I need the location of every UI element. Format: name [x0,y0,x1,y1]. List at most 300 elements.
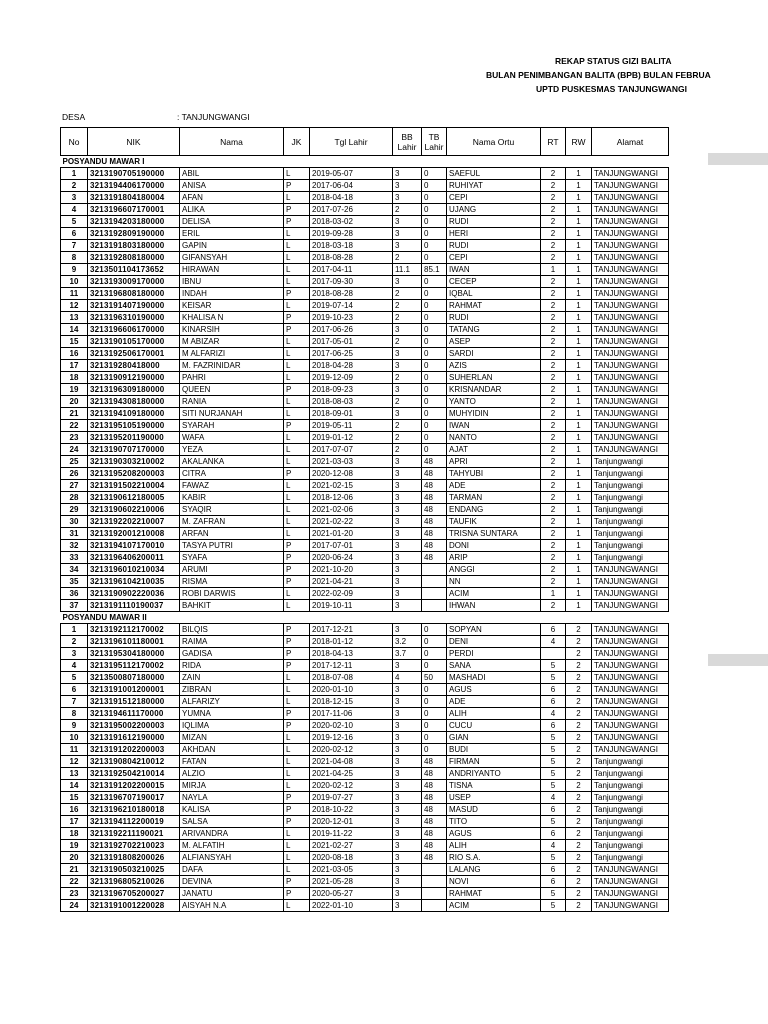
row-nama: ARIVANDRA [180,828,284,840]
row-nama: DEVINA [180,876,284,888]
row-jk: L [284,276,310,288]
row-nik: 3213194406170000 [88,180,180,192]
row-rt: 1 [541,264,566,276]
row-tb-lahir: 48 [422,528,447,540]
row-no: 15 [61,336,88,348]
table-row [61,168,669,180]
row-no: 11 [61,288,88,300]
row-alamat: TANJUNGWANGI [592,696,669,708]
row-rw: 1 [566,228,592,240]
row-tgl-lahir: 2017-09-30 [310,276,393,288]
row-rw: 2 [566,660,592,672]
row-bb-lahir: 3 [393,516,422,528]
row-nik: 3213195112170002 [88,660,180,672]
row-jk: P [284,552,310,564]
row-alamat: TANJUNGWANGI [592,228,669,240]
row-jk: L [284,192,310,204]
row-bb-lahir: 3 [393,384,422,396]
row-nama-ortu: MASHADI [447,672,541,684]
row-jk: L [284,744,310,756]
row-tb-lahir: 50 [422,672,447,684]
row-tgl-lahir: 2019-01-12 [310,432,393,444]
row-alamat: TANJUNGWANGI [592,288,669,300]
row-rt: 5 [541,816,566,828]
row-nama: QUEEN [180,384,284,396]
row-bb-lahir: 11.1 [393,264,422,276]
row-tb-lahir: 48 [422,552,447,564]
row-rt: 6 [541,624,566,636]
table-row [61,600,669,612]
row-alamat: Tanjungwangi [592,768,669,780]
table-row [61,744,669,756]
row-bb-lahir: 3 [393,480,422,492]
row-nik: 3213194203180000 [88,216,180,228]
table-row [61,804,669,816]
row-nama-ortu: ENDANG [447,504,541,516]
row-bb-lahir: 3 [393,864,422,876]
row-tgl-lahir: 2020-02-12 [310,744,393,756]
row-no: 27 [61,480,88,492]
row-rt: 6 [541,696,566,708]
row-no: 1 [61,624,88,636]
row-nama-ortu: APRI [447,456,541,468]
row-nama-ortu: NANTO [447,432,541,444]
row-alamat: TANJUNGWANGI [592,324,669,336]
row-bb-lahir: 3 [393,576,422,588]
row-no: 8 [61,708,88,720]
table-row [61,336,669,348]
row-rt: 2 [541,528,566,540]
row-nama: AISYAH N.A [180,900,284,912]
row-tgl-lahir: 2017-05-01 [310,336,393,348]
row-bb-lahir: 3 [393,732,422,744]
row-rw: 1 [566,300,592,312]
row-alamat: Tanjungwangi [592,552,669,564]
row-bb-lahir: 3 [393,900,422,912]
row-bb-lahir: 3 [393,348,422,360]
row-tgl-lahir: 2022-01-10 [310,900,393,912]
row-rt: 2 [541,456,566,468]
row-tb-lahir: 85.1 [422,264,447,276]
row-jk: P [284,204,310,216]
row-tb-lahir [422,876,447,888]
table-row [61,780,669,792]
row-nama: FAWAZ [180,480,284,492]
row-alamat: TANJUNGWANGI [592,276,669,288]
row-no: 2 [61,636,88,648]
row-bb-lahir: 3 [393,780,422,792]
row-nama: WAFA [180,432,284,444]
row-tgl-lahir: 2021-02-22 [310,516,393,528]
row-alamat: TANJUNGWANGI [592,660,669,672]
row-alamat: TANJUNGWANGI [592,744,669,756]
row-nik: 3213190503210025 [88,864,180,876]
row-nik: 3213194611170000 [88,708,180,720]
table-header-row [61,128,669,156]
row-nama-ortu: BUDI [447,744,541,756]
row-jk: P [284,216,310,228]
table-row [61,300,669,312]
row-alamat: TANJUNGWANGI [592,720,669,732]
row-nik: 3213191110190037 [88,600,180,612]
row-nama: ALIKA [180,204,284,216]
row-tgl-lahir: 2018-09-01 [310,408,393,420]
row-nama: IBNU [180,276,284,288]
row-rt: 2 [541,384,566,396]
row-nama: TASYA PUTRI [180,540,284,552]
row-nama-ortu: IQBAL [447,288,541,300]
row-nama-ortu: DONI [447,540,541,552]
row-bb-lahir: 3 [393,696,422,708]
row-tgl-lahir: 2021-02-27 [310,840,393,852]
row-nama-ortu: RUHIYAT [447,180,541,192]
row-nama: ARFAN [180,528,284,540]
row-rt: 5 [541,852,566,864]
table-row [61,456,669,468]
row-rt: 5 [541,768,566,780]
row-bb-lahir: 3 [393,552,422,564]
row-rt: 2 [541,600,566,612]
row-rw: 1 [566,480,592,492]
row-alamat: Tanjungwangi [592,804,669,816]
row-bb-lahir: 3 [393,828,422,840]
row-no: 5 [61,672,88,684]
row-nik: 3213195208200003 [88,468,180,480]
row-nik: 3213190804210012 [88,756,180,768]
row-alamat: Tanjungwangi [592,780,669,792]
row-tb-lahir: 48 [422,516,447,528]
row-bb-lahir: 3 [393,180,422,192]
row-no: 3 [61,192,88,204]
row-tb-lahir [422,564,447,576]
row-rt [541,648,566,660]
row-nama-ortu: IWAN [447,420,541,432]
row-rw: 2 [566,696,592,708]
row-nama: SYAFA [180,552,284,564]
row-rw: 2 [566,756,592,768]
row-no: 7 [61,696,88,708]
row-tb-lahir: 0 [422,336,447,348]
table-row [61,180,669,192]
row-jk: L [284,396,310,408]
row-tb-lahir: 0 [422,216,447,228]
row-rt: 5 [541,900,566,912]
row-tgl-lahir: 2021-04-25 [310,768,393,780]
row-nama: DELISA [180,216,284,228]
row-tb-lahir: 48 [422,756,447,768]
row-nama-ortu: TATANG [447,324,541,336]
row-alamat: TANJUNGWANGI [592,360,669,372]
row-rw: 1 [566,504,592,516]
table-row [61,720,669,732]
row-nama-ortu: PERDI [447,648,541,660]
row-tgl-lahir: 2018-08-03 [310,396,393,408]
row-nik: 3213190912190000 [88,372,180,384]
col-tb-lahir: TB Lahir [422,128,447,156]
row-rt: 2 [541,540,566,552]
col-nama: Nama [180,128,284,156]
row-nama: ALFIANSYAH [180,852,284,864]
row-nama-ortu: TAUFIK [447,516,541,528]
row-nama-ortu: HERI [447,228,541,240]
row-no: 11 [61,744,88,756]
row-bb-lahir: 3 [393,168,422,180]
row-alamat: TANJUNGWANGI [592,264,669,276]
row-nik: 3213192504210014 [88,768,180,780]
row-bb-lahir: 3 [393,228,422,240]
row-jk: L [284,336,310,348]
row-rt: 2 [541,468,566,480]
row-rw: 1 [566,540,592,552]
row-nama: ARUMI [180,564,284,576]
row-nik: 321319280418000 [88,360,180,372]
row-alamat: TANJUNGWANGI [592,396,669,408]
row-nik: 3213196210180018 [88,804,180,816]
row-no: 30 [61,516,88,528]
row-nama-ortu: TISNA [447,780,541,792]
row-tgl-lahir: 2020-08-18 [310,852,393,864]
row-no: 16 [61,804,88,816]
row-nama: CITRA [180,468,284,480]
table-row [61,432,669,444]
row-no: 3 [61,648,88,660]
row-tgl-lahir: 2019-10-11 [310,600,393,612]
row-nama: GIFANSYAH [180,252,284,264]
row-nama-ortu: TARMAN [447,492,541,504]
row-rw: 1 [566,372,592,384]
row-nama: M. FAZRINIDAR [180,360,284,372]
row-nama: SITI NURJANAH [180,408,284,420]
row-tb-lahir: 0 [422,432,447,444]
row-nik: 3213500807180000 [88,672,180,684]
row-bb-lahir: 3 [393,528,422,540]
row-tgl-lahir: 2017-07-07 [310,444,393,456]
row-tb-lahir: 0 [422,180,447,192]
row-alamat: TANJUNGWANGI [592,648,669,660]
row-rw: 2 [566,792,592,804]
row-no: 25 [61,456,88,468]
row-nik: 3213194107170010 [88,540,180,552]
row-nama-ortu: SOPYAN [447,624,541,636]
row-nik: 3213191202200003 [88,744,180,756]
row-rt: 2 [541,516,566,528]
row-nama: ZAIN [180,672,284,684]
row-no: 12 [61,756,88,768]
row-tb-lahir: 0 [422,624,447,636]
row-nama-ortu: RIO S.A. [447,852,541,864]
row-rt: 2 [541,576,566,588]
row-nama-ortu: RAHMAT [447,300,541,312]
row-rw: 1 [566,420,592,432]
row-nik: 3213190303210002 [88,456,180,468]
row-no: 1 [61,168,88,180]
row-jk: L [284,600,310,612]
row-nama: ERIL [180,228,284,240]
row-tgl-lahir: 2018-09-23 [310,384,393,396]
row-bb-lahir: 3 [393,768,422,780]
row-jk: L [284,480,310,492]
row-rt: 2 [541,300,566,312]
row-alamat: Tanjungwangi [592,480,669,492]
row-rw: 2 [566,744,592,756]
row-nama: BAHKIT [180,600,284,612]
row-nik: 3213191001220028 [88,900,180,912]
row-bb-lahir: 3 [393,744,422,756]
table-row [61,564,669,576]
desa-value: : TANJUNGWANGI [177,112,250,122]
row-no: 24 [61,444,88,456]
row-alamat: Tanjungwangi [592,504,669,516]
table-row [61,204,669,216]
row-tb-lahir: 0 [422,444,447,456]
row-nama-ortu: TRISNA SUNTARA [447,528,541,540]
table-row [61,588,669,600]
row-nama-ortu: ALIH [447,840,541,852]
row-tb-lahir: 0 [422,204,447,216]
row-nama: AKHDAN [180,744,284,756]
table-row [61,528,669,540]
table-row [61,900,669,912]
row-alamat: TANJUNGWANGI [592,636,669,648]
row-tgl-lahir: 2019-05-11 [310,420,393,432]
row-nama-ortu: RUDI [447,312,541,324]
row-tb-lahir [422,600,447,612]
row-rw: 2 [566,864,592,876]
row-rt: 2 [541,492,566,504]
row-tb-lahir: 48 [422,492,447,504]
gizi-table [60,127,669,912]
row-jk: L [284,444,310,456]
row-tb-lahir: 0 [422,660,447,672]
row-nama: KHALISA N [180,312,284,324]
row-alamat: TANJUNGWANGI [592,408,669,420]
row-jk: P [284,540,310,552]
report-subtitle: BULAN PENIMBANGAN BALITA (BPB) BULAN FEBRUA [486,70,711,80]
row-tb-lahir: 0 [422,648,447,660]
row-bb-lahir: 2 [393,252,422,264]
row-nik: 3213196104210035 [88,576,180,588]
row-rw: 2 [566,840,592,852]
row-tb-lahir: 0 [422,300,447,312]
row-jk: L [284,768,310,780]
row-no: 22 [61,420,88,432]
table-row [61,444,669,456]
row-bb-lahir: 3 [393,708,422,720]
row-no: 4 [61,660,88,672]
row-jk: P [284,660,310,672]
row-rw: 1 [566,180,592,192]
table-row [61,876,669,888]
row-jk: P [284,384,310,396]
table-row [61,816,669,828]
table-row [61,852,669,864]
row-nama: IQLIMA [180,720,284,732]
row-jk: L [284,240,310,252]
row-rt: 6 [541,864,566,876]
row-nama: NAYLA [180,792,284,804]
table-row [61,732,669,744]
row-tgl-lahir: 2020-01-10 [310,684,393,696]
row-no: 9 [61,720,88,732]
row-rw: 2 [566,672,592,684]
row-nama-ortu: CECEP [447,276,541,288]
row-nama-ortu: AJAT [447,444,541,456]
row-nama-ortu: IHWAN [447,600,541,612]
col-nik: NIK [88,128,180,156]
row-bb-lahir: 3.2 [393,636,422,648]
row-alamat: TANJUNGWANGI [592,348,669,360]
row-bb-lahir: 3 [393,192,422,204]
row-nik: 3213196310190000 [88,312,180,324]
row-rt: 2 [541,240,566,252]
row-nama: FATAN [180,756,284,768]
row-nama: DAFA [180,864,284,876]
row-tb-lahir: 0 [422,168,447,180]
row-jk: P [284,564,310,576]
row-bb-lahir: 2 [393,300,422,312]
row-jk: L [284,852,310,864]
row-tb-lahir: 48 [422,768,447,780]
row-nama-ortu: ADE [447,696,541,708]
row-rt: 2 [541,564,566,576]
row-nama-ortu: ASEP [447,336,541,348]
row-rw: 1 [566,432,592,444]
row-jk: L [284,840,310,852]
row-jk: P [284,888,310,900]
row-no: 36 [61,588,88,600]
row-alamat: TANJUNGWANGI [592,312,669,324]
row-nama: M. ZAFRAN [180,516,284,528]
row-rw: 2 [566,720,592,732]
row-rt: 6 [541,876,566,888]
table-row [61,468,669,480]
row-alamat: Tanjungwangi [592,456,669,468]
row-bb-lahir: 3 [393,456,422,468]
row-alamat: Tanjungwangi [592,816,669,828]
row-nik: 3213196101180001 [88,636,180,648]
row-bb-lahir: 3 [393,792,422,804]
row-rw: 1 [566,516,592,528]
row-tgl-lahir: 2018-04-18 [310,192,393,204]
row-nik: 3213196808180000 [88,288,180,300]
row-bb-lahir: 3 [393,876,422,888]
row-nama-ortu: AGUS [447,828,541,840]
row-nama: YEZA [180,444,284,456]
row-nama: M ALFARIZI [180,348,284,360]
row-rt: 6 [541,804,566,816]
row-nama-ortu: CUCU [447,720,541,732]
row-tb-lahir: 0 [422,372,447,384]
row-rw: 2 [566,900,592,912]
row-no: 7 [61,240,88,252]
row-tb-lahir: 0 [422,708,447,720]
row-rt: 2 [541,204,566,216]
row-alamat: TANJUNGWANGI [592,432,669,444]
row-tb-lahir: 0 [422,312,447,324]
col-tgl-lahir: Tgl Lahir [310,128,393,156]
row-rt: 2 [541,216,566,228]
row-no: 34 [61,564,88,576]
row-bb-lahir: 3 [393,492,422,504]
row-alamat: TANJUNGWANGI [592,684,669,696]
table-row [61,708,669,720]
row-nama-ortu: MASUD [447,804,541,816]
row-nama: BILQIS [180,624,284,636]
row-nama: PAHRI [180,372,284,384]
row-nik: 3213191512180000 [88,696,180,708]
row-alamat: TANJUNGWANGI [592,876,669,888]
section-band-1 [708,153,768,165]
